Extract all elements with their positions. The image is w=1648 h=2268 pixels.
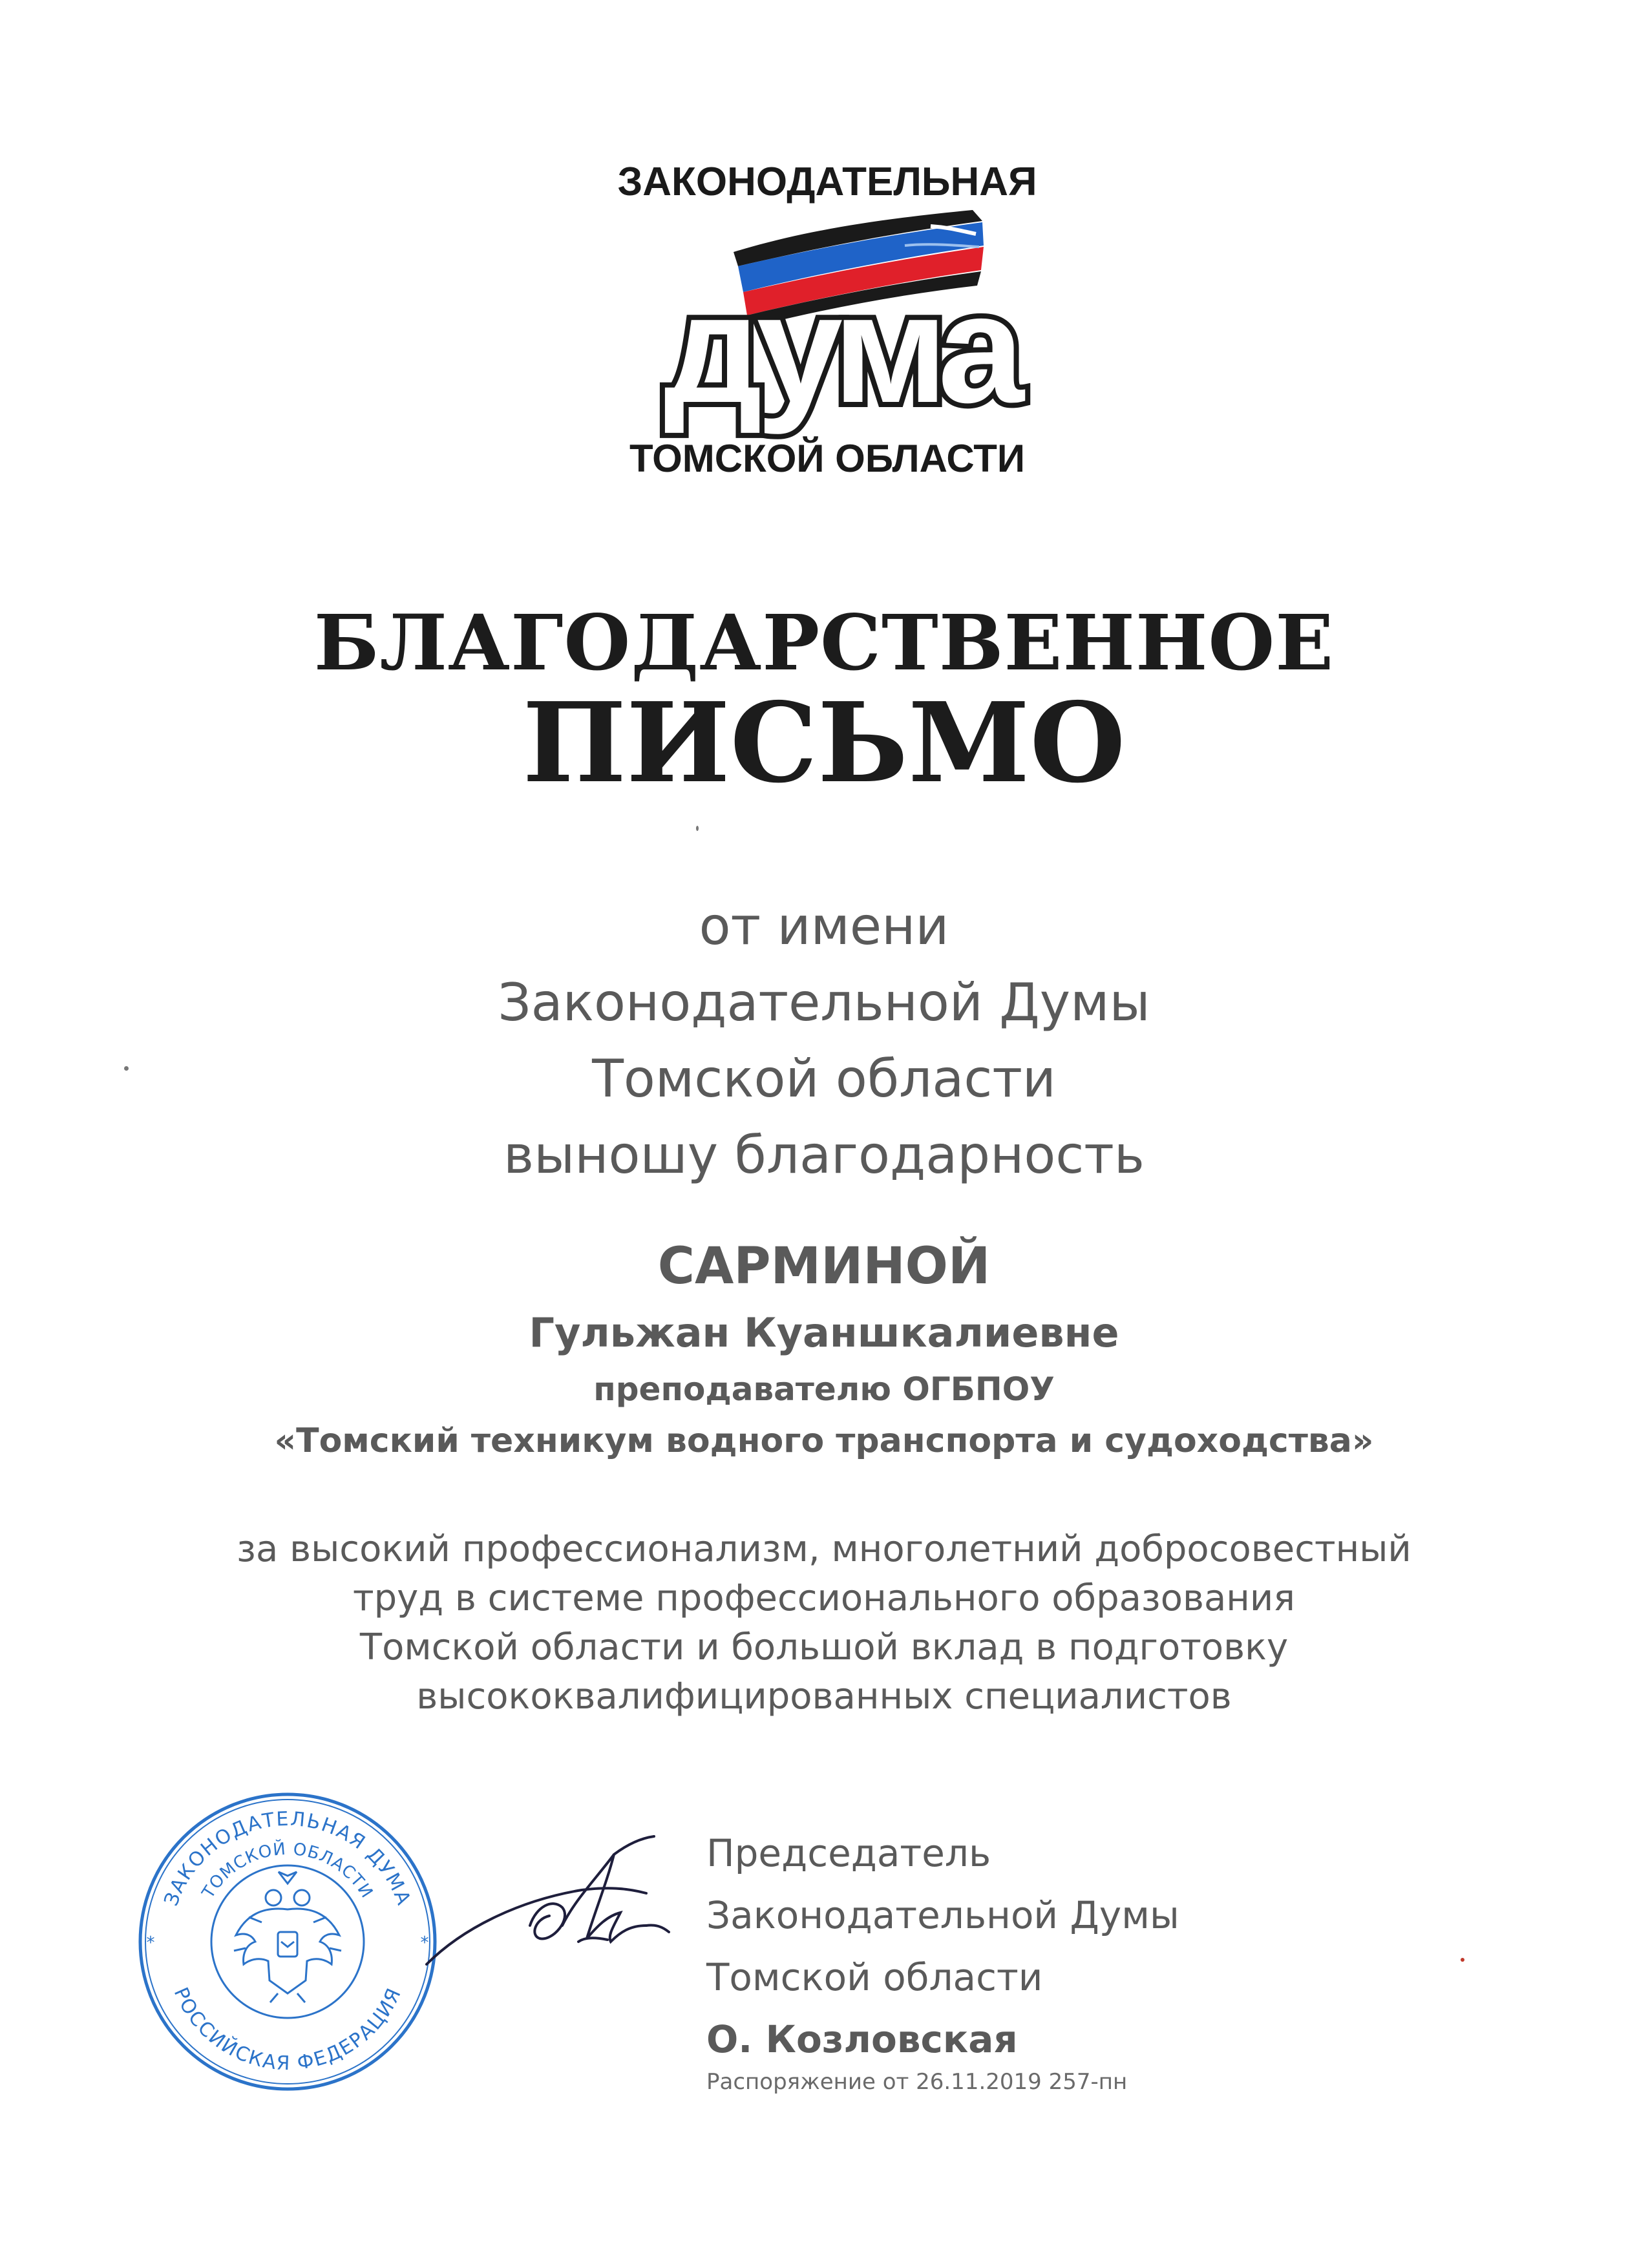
reason-line: за высокий профессионализм, многолетний добросовестный — [237, 1528, 1411, 1570]
recipient-block — [0, 1231, 1648, 1467]
stamp-bottom-text: РОССИЙСКАЯ ФЕДЕРАЦИЯ — [169, 1984, 407, 2075]
intro-line: выношу благодарность — [503, 1125, 1145, 1185]
recipient-name: Гульжан Куаншкалиевне — [529, 1309, 1119, 1356]
svg-text:*: * — [146, 1933, 155, 1953]
intro-block — [0, 888, 1648, 1193]
recipient-position: преподавателю ОГБПОУ — [593, 1370, 1055, 1408]
order-reference: Распоряжение от 26.11.2019 257-пн — [706, 2069, 1128, 2095]
title-line-2: ПИСЬМО — [522, 678, 1126, 808]
handwritten-signature — [414, 1829, 737, 1997]
reason-line: труд в системе профессионального образования — [353, 1577, 1295, 1619]
signer-title-line: Томской области — [706, 1955, 1043, 1999]
reason-line: высококвалифицированных специалистов — [416, 1675, 1232, 1717]
signer-name: О. Козловская — [706, 2017, 1018, 2061]
duma-logo — [569, 149, 1086, 485]
signer-title-line: Законодательной Думы — [706, 1893, 1179, 1937]
speck — [696, 826, 699, 831]
svg-text:*: * — [420, 1933, 429, 1953]
recipient-organization: «Томский техникум водного транспорта и судоходства» — [274, 1422, 1374, 1460]
intro-line: от имени — [699, 896, 949, 956]
official-stamp — [132, 1787, 443, 2097]
reason-line: Томской области и большой вклад в подготовку — [359, 1626, 1289, 1668]
speck — [1461, 1958, 1464, 1962]
logo-top-text: ЗАКОНОДАТЕЛЬНАЯ — [617, 160, 1037, 204]
eagle-emblem-icon — [234, 1872, 341, 2002]
signer-title-line: Председатель — [706, 1831, 991, 1875]
logo-bottom-text: ТОМСКОЙ ОБЛАСТИ — [629, 437, 1026, 480]
reason-block — [0, 1525, 1648, 1721]
stamp-outer-text: ЗАКОНОДАТЕЛЬНАЯ ДУМА — [160, 1807, 416, 1909]
stamp-inner-text: ТОМСКОЙ ОБЛАСТИ — [198, 1839, 377, 1902]
recipient-surname: САРМИНОЙ — [657, 1237, 991, 1296]
logo-main-text: дума — [664, 262, 1017, 435]
title-line-1: БЛАГОДАРСТВЕННОЕ — [313, 598, 1335, 688]
speck — [124, 1066, 129, 1071]
signer-block — [706, 1822, 1179, 2070]
svg-text:РОССИЙСКАЯ ФЕДЕРАЦИЯ — [169, 1984, 407, 2075]
intro-line: Томской области — [592, 1049, 1056, 1109]
intro-line: Законодательной Думы — [498, 972, 1150, 1033]
